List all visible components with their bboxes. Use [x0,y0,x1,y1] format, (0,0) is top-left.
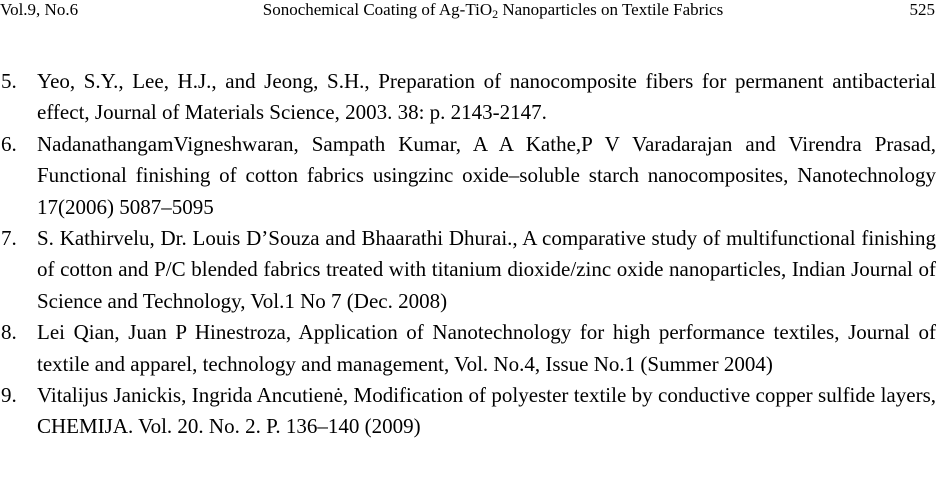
reference-text: Yeo, S.Y., Lee, H.J., and Jeong, S.H., Preparation of nanocomposite fibers for permanent antibacterial effect, Journal of Materials Science, 2003. 38: p. 2143-2147. [37,69,936,125]
reference-item [0,223,938,317]
reference-text: NadanathangamVigneshwaran, Sampath Kumar, A A Kathe,P V Varadarajan and Virendra Prasad, Functional finishing of cotton fabrics usingzinc oxide–soluble starch nanocomposites, Nanotechnology 17(2006) 5087–5095 [37,131,936,219]
reference-number: 8. [1,320,17,345]
reference-number: 6. [1,131,17,156]
reference-number: 7. [1,226,17,251]
reference-text: S. Kathirvelu, Dr. Louis D’Souza and Bhaarathi Dhurai., A comparative study of multifunctional finishing of cotton and P/C blended fabrics treated with titanium dioxide/zinc oxide nanoparticles, Indian Journal of Science and Technology, Vol.1 No 7 (Dec. 2008) [37,226,936,313]
running-title-suffix: Nanoparticles on Textile Fabrics [498,0,724,19]
page-number: 525 [909,0,935,19]
running-title-subscript: 2 [492,7,499,21]
reference-number: 5. [1,69,17,93]
reference-list [0,66,938,443]
reference-item [0,380,938,443]
reference-item [0,129,938,223]
reference-text: Vitalijus Janickis, Ingrida Ancutienė, Modification of polyester textile by conductive copper sulfide layers, CHEMIJA. Vol. 20. No. 2. P. 136–140 (2009) [37,383,936,439]
reference-number: 9. [1,383,17,408]
reference-item [0,66,938,129]
running-title-prefix: Sonochemical Coating of Ag-TiO [262,0,493,19]
running-header [0,0,938,24]
reference-text: Lei Qian, Juan P Hinestroza, Application of Nanotechnology for high performance textiles, Journal of textile and apparel, technology and management, Vol. No.4, Issue No.1 (Summer 2004) [37,320,936,376]
running-title [0,0,938,20]
journal-volume: Vol.9, No.6 [0,0,79,19]
reference-item [0,317,938,380]
